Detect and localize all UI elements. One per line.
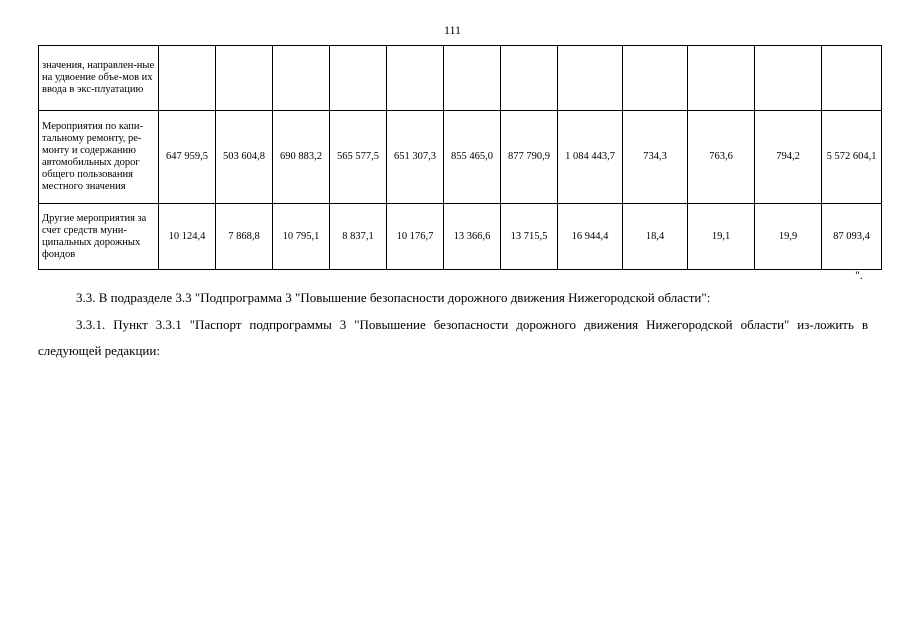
- closing-quote: ".: [855, 268, 863, 282]
- table-cell: 734,3: [623, 111, 688, 204]
- table-cell: 763,6: [688, 111, 755, 204]
- table-cell: 18,4: [623, 204, 688, 270]
- table-cell: [159, 46, 216, 111]
- table-row: [39, 111, 882, 204]
- table-cell: 647 959,5: [159, 111, 216, 204]
- table-cell: [822, 46, 882, 111]
- paragraph: 3.3.1. Пункт 3.3.1 "Паспорт подпрограммы 3 "Повышение безопасности дорожного движения Нижегородской области" из-ложить в следующей редакции:: [38, 317, 868, 358]
- row-label: значения, направлен-ные на удвоение объе-мов их ввода в экс-плуатацию: [39, 46, 159, 111]
- paragraph: 3.3. В подразделе 3.3 "Подпрограмма 3 "Повышение безопасности дорожного движения Нижегородской области":: [76, 290, 711, 305]
- table-cell: [444, 46, 501, 111]
- table-cell: 16 944,4: [558, 204, 623, 270]
- table-cell: [755, 46, 822, 111]
- table-row: [39, 46, 882, 111]
- table-cell: 877 790,9: [501, 111, 558, 204]
- table-cell: 794,2: [755, 111, 822, 204]
- table-cell: 565 577,5: [330, 111, 387, 204]
- table-cell: 503 604,8: [216, 111, 273, 204]
- table-cell: 1 084 443,7: [558, 111, 623, 204]
- budget-table: [38, 45, 882, 270]
- table-cell: [558, 46, 623, 111]
- table-cell: [273, 46, 330, 111]
- table-cell: [688, 46, 755, 111]
- row-label: Мероприятия по капи-тальному ремонту, ре-монту и содержанию автомобильных дорог общего пользования местного значения: [39, 111, 159, 204]
- table-cell: 690 883,2: [273, 111, 330, 204]
- table-cell: [501, 46, 558, 111]
- page-number: 111: [443, 23, 462, 37]
- table-cell: [387, 46, 444, 111]
- table-cell: 10 124,4: [159, 204, 216, 270]
- table-cell: 87 093,4: [822, 204, 882, 270]
- table-row: [39, 204, 882, 270]
- table-cell: 8 837,1: [330, 204, 387, 270]
- table-cell: 13 715,5: [501, 204, 558, 270]
- table-cell: 651 307,3: [387, 111, 444, 204]
- table-cell: 13 366,6: [444, 204, 501, 270]
- table-cell: 855 465,0: [444, 111, 501, 204]
- table-cell: [330, 46, 387, 111]
- table-cell: 10 176,7: [387, 204, 444, 270]
- table-cell: 19,9: [755, 204, 822, 270]
- row-label: Другие мероприятия за счет средств муни-ципальных дорожных фондов: [39, 204, 159, 270]
- table-cell: 5 572 604,1: [822, 111, 882, 204]
- table-cell: 7 868,8: [216, 204, 273, 270]
- table-cell: 19,1: [688, 204, 755, 270]
- table-cell: [623, 46, 688, 111]
- table-cell: 10 795,1: [273, 204, 330, 270]
- table-cell: [216, 46, 273, 111]
